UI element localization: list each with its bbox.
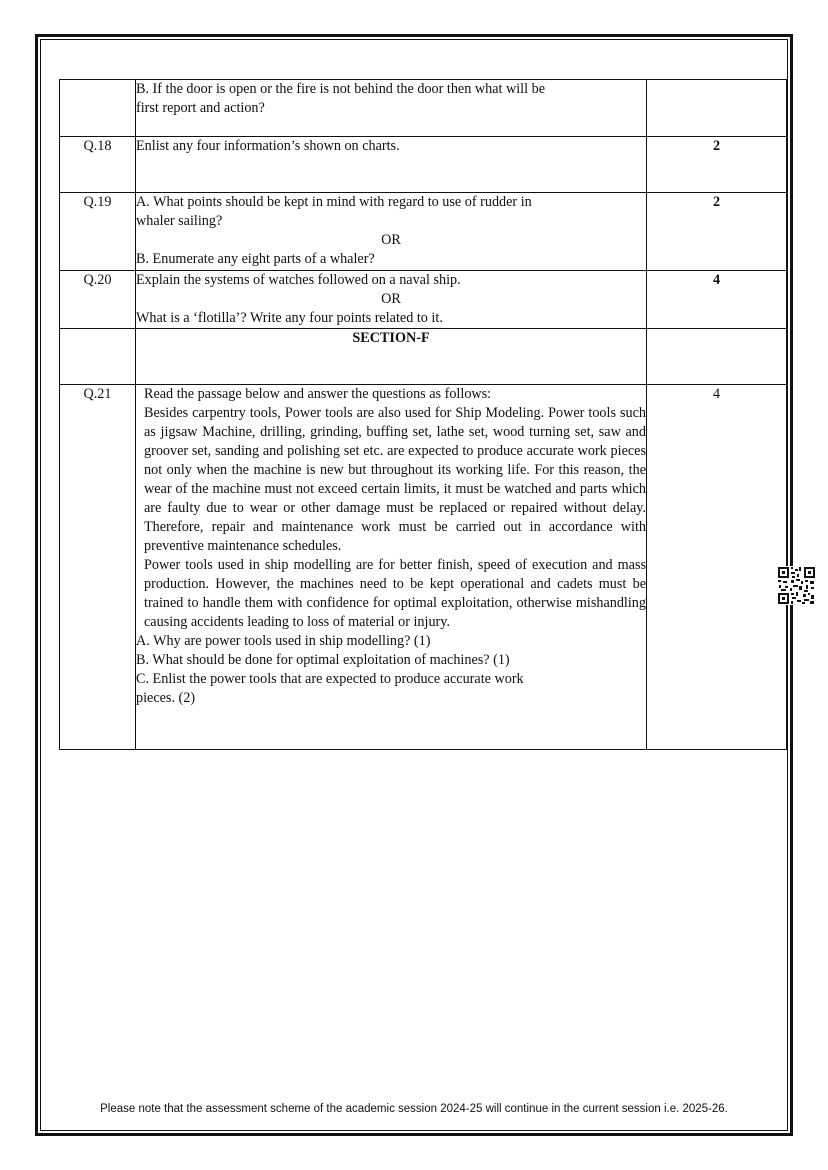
passage-paragraph: Power tools used in ship modelling are for better finish, speed of execution and mass production. However, the machines need to be kept operational and cadets must be trained to handle them with confidence for optimal exploitation, otherwise mishandling causing accidents leading to loss of material or injury. xyxy=(144,557,646,630)
table-row xyxy=(60,329,787,385)
sub-question: C. Enlist the power tools that are expected to produce accurate work xyxy=(136,671,524,687)
question-line: B. If the door is open or the fire is not behind the door then what will be xyxy=(136,81,545,97)
question-number xyxy=(60,80,136,137)
question-marks: 4 xyxy=(647,271,787,329)
question-line: What is a ‘flotilla’? Write any four points related to it. xyxy=(136,310,443,326)
table-row xyxy=(60,193,787,271)
or-separator: OR xyxy=(381,232,401,248)
question-marks: 2 xyxy=(647,193,787,271)
question-line: whaler sailing? xyxy=(136,213,223,229)
sub-question: pieces. (2) xyxy=(136,690,196,706)
passage-intro: Read the passage below and answer the questions as follows: xyxy=(144,386,492,402)
question-number: Q.20 xyxy=(60,271,136,329)
question-marks: 4 xyxy=(647,385,787,750)
question-line: B. Enumerate any eight parts of a whaler? xyxy=(136,251,375,267)
table-row xyxy=(60,80,787,137)
qr-code-icon xyxy=(777,566,816,605)
question-number: Q.19 xyxy=(60,193,136,271)
question-number: Q.18 xyxy=(60,137,136,193)
table-row xyxy=(60,385,787,750)
question-number: Q.21 xyxy=(60,385,136,750)
section-marks-cell xyxy=(647,329,787,385)
section-cell xyxy=(136,329,647,385)
question-text xyxy=(136,193,647,271)
section-title: SECTION-F xyxy=(352,330,430,346)
table-row xyxy=(60,137,787,193)
footer-note: Please note that the assessment scheme of the academic session 2024-25 will continue in the current session i.e. 2025-26. xyxy=(100,1103,728,1115)
question-text xyxy=(136,271,647,329)
question-text xyxy=(136,385,647,750)
question-marks xyxy=(647,80,787,137)
sub-question: B. What should be done for optimal exploitation of machines? (1) xyxy=(136,652,510,668)
question-line: A. What points should be kept in mind with regard to use of rudder in xyxy=(136,194,532,210)
table-row xyxy=(60,271,787,329)
question-marks: 2 xyxy=(647,137,787,193)
passage-paragraph: Besides carpentry tools, Power tools are also used for Ship Modeling. Power tools such as jigsaw Machine, drilling, grinding, buffing set, lathe set, wood turning set, saw and groover set, sanding and polishing set etc. are expected to produce accurate work pieces not only when the machine is new but throughout its working life. For this reason, the wear of the machine must not exceed certain limits, it must be watched and parts which are faulty due to wear or other damage must be replaced or repaired without delay. Therefore, repair and maintenance work must be carried out in accordance with preventive maintenance schedules. xyxy=(144,405,646,554)
question-text xyxy=(136,137,647,193)
or-separator: OR xyxy=(381,291,401,307)
section-number-cell xyxy=(60,329,136,385)
question-table xyxy=(59,79,787,750)
sub-question: A. Why are power tools used in ship modelling? (1) xyxy=(136,633,431,649)
question-line: Explain the systems of watches followed on a naval ship. xyxy=(136,272,461,288)
question-line: first report and action? xyxy=(136,100,265,116)
question-line: Enlist any four information’s shown on charts. xyxy=(136,138,400,154)
question-text xyxy=(136,80,647,137)
